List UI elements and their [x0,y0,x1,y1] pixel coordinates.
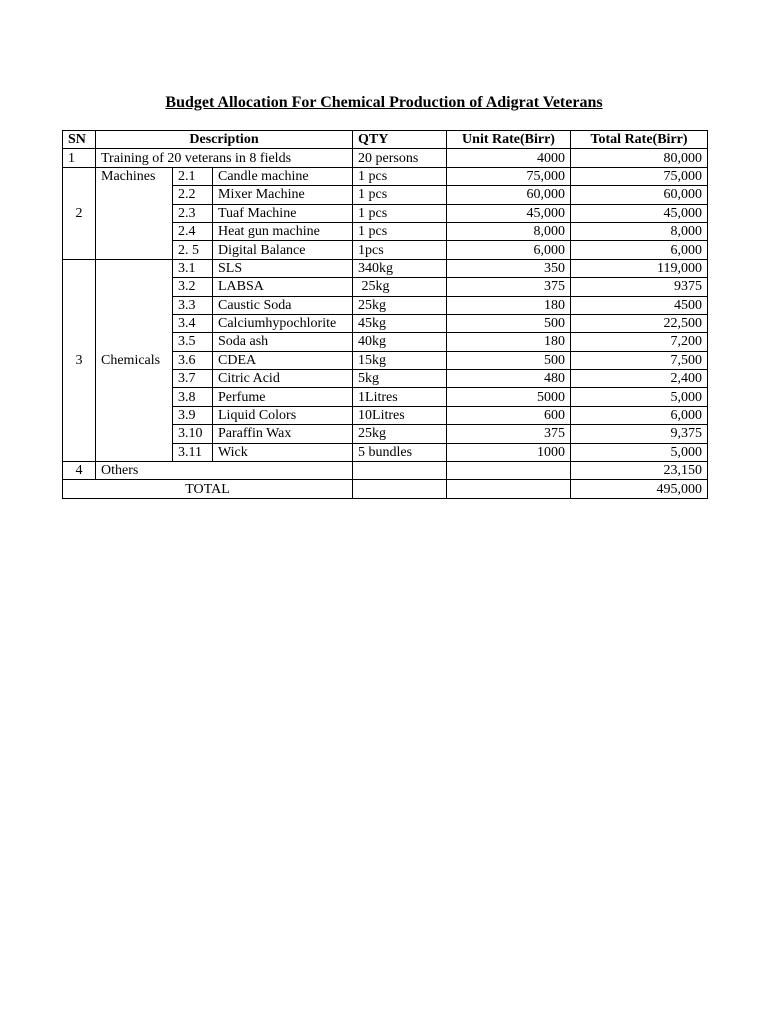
item-name: Digital Balance [213,241,353,259]
item-unit-rate: 5000 [447,388,571,406]
item-unit-rate: 350 [447,259,571,277]
item-qty: 5 bundles [353,443,447,461]
item-unit-rate: 75,000 [447,167,571,185]
item-number: 3.4 [173,314,213,332]
item-unit-rate: 180 [447,333,571,351]
item-unit-rate: 500 [447,314,571,332]
item-unit-rate: 8,000 [447,222,571,240]
item-qty: 340kg [353,259,447,277]
item-total-rate: 6,000 [571,406,708,424]
item-total-rate: 75,000 [571,167,708,185]
item-qty: 1Litres [353,388,447,406]
item-total-rate: 6,000 [571,241,708,259]
item-name: CDEA [213,351,353,369]
item-total-rate: 7,500 [571,351,708,369]
item-number: 2.1 [173,167,213,185]
item-total-rate: 9,375 [571,425,708,443]
chemicals-sn: 3 [63,259,96,461]
item-name: Caustic Soda [213,296,353,314]
item-number: 2.3 [173,204,213,222]
item-number: 3.6 [173,351,213,369]
header-qty: QTY [353,131,447,149]
item-unit-rate: 45,000 [447,204,571,222]
others-label: Others [96,462,353,480]
item-total-rate: 7,200 [571,333,708,351]
item-qty: 25kg [353,425,447,443]
item-number: 3.9 [173,406,213,424]
budget-table [62,130,708,499]
item-qty: 40kg [353,333,447,351]
item-name: Mixer Machine [213,186,353,204]
item-total-rate: 119,000 [571,259,708,277]
item-number: 2. 5 [173,241,213,259]
others-qty [353,462,447,480]
item-name: Perfume [213,388,353,406]
item-total-rate: 9375 [571,278,708,296]
item-name: Liquid Colors [213,406,353,424]
item-total-rate: 8,000 [571,222,708,240]
header-unit-rate: Unit Rate(Birr) [447,131,571,149]
item-number: 3.8 [173,388,213,406]
table-row [63,167,708,185]
item-total-rate: 45,000 [571,204,708,222]
item-number: 2.4 [173,222,213,240]
item-number: 2.2 [173,186,213,204]
others-sn: 4 [63,462,96,480]
table-row-others [63,462,708,480]
header-sn: SN [63,131,96,149]
item-qty: 25kg [353,278,447,296]
item-number: 3.2 [173,278,213,296]
total-label: TOTAL [63,480,353,498]
item-qty: 10Litres [353,406,447,424]
row-sn: 1 [63,149,96,167]
item-unit-rate: 60,000 [447,186,571,204]
item-name: Tuaf Machine [213,204,353,222]
item-name: Soda ash [213,333,353,351]
row-qty: 20 persons [353,149,447,167]
item-unit-rate: 375 [447,425,571,443]
item-number: 3.7 [173,370,213,388]
item-unit-rate: 6,000 [447,241,571,259]
machines-sn: 2 [63,167,96,259]
item-name: Wick [213,443,353,461]
others-unit-rate [447,462,571,480]
total-qty [353,480,447,498]
item-total-rate: 2,400 [571,370,708,388]
table-header-row [63,131,708,149]
machines-label: Machines [96,167,173,259]
total-value: 495,000 [571,480,708,498]
item-unit-rate: 600 [447,406,571,424]
item-total-rate: 4500 [571,296,708,314]
item-total-rate: 5,000 [571,388,708,406]
item-unit-rate: 480 [447,370,571,388]
item-unit-rate: 500 [447,351,571,369]
item-qty: 1 pcs [353,167,447,185]
row-description: Training of 20 veterans in 8 fields [96,149,353,167]
table-row [63,149,708,167]
item-number: 3.5 [173,333,213,351]
header-description: Description [96,131,353,149]
item-qty: 25kg [353,296,447,314]
row-total-rate: 80,000 [571,149,708,167]
item-name: Paraffin Wax [213,425,353,443]
item-qty: 1 pcs [353,222,447,240]
item-name: Candle machine [213,167,353,185]
others-total-rate: 23,150 [571,462,708,480]
total-unit-rate [447,480,571,498]
item-number: 3.3 [173,296,213,314]
item-name: Citric Acid [213,370,353,388]
chemicals-label: Chemicals [96,259,173,461]
item-name: Heat gun machine [213,222,353,240]
item-qty: 1pcs [353,241,447,259]
item-name: Calciumhypochlorite [213,314,353,332]
item-qty: 5kg [353,370,447,388]
item-qty: 1 pcs [353,204,447,222]
item-name: SLS [213,259,353,277]
item-total-rate: 60,000 [571,186,708,204]
document-title: Budget Allocation For Chemical Production of Adigrat Veterans [165,94,603,111]
item-total-rate: 22,500 [571,314,708,332]
table-row-total [63,480,708,498]
item-unit-rate: 180 [447,296,571,314]
item-unit-rate: 1000 [447,443,571,461]
header-total-rate: Total Rate(Birr) [571,131,708,149]
table-row [63,259,708,277]
item-name: LABSA [213,278,353,296]
item-total-rate: 5,000 [571,443,708,461]
item-qty: 45kg [353,314,447,332]
item-unit-rate: 375 [447,278,571,296]
item-qty: 15kg [353,351,447,369]
item-qty: 1 pcs [353,186,447,204]
item-number: 3.11 [173,443,213,461]
row-unit-rate: 4000 [447,149,571,167]
item-number: 3.10 [173,425,213,443]
item-number: 3.1 [173,259,213,277]
